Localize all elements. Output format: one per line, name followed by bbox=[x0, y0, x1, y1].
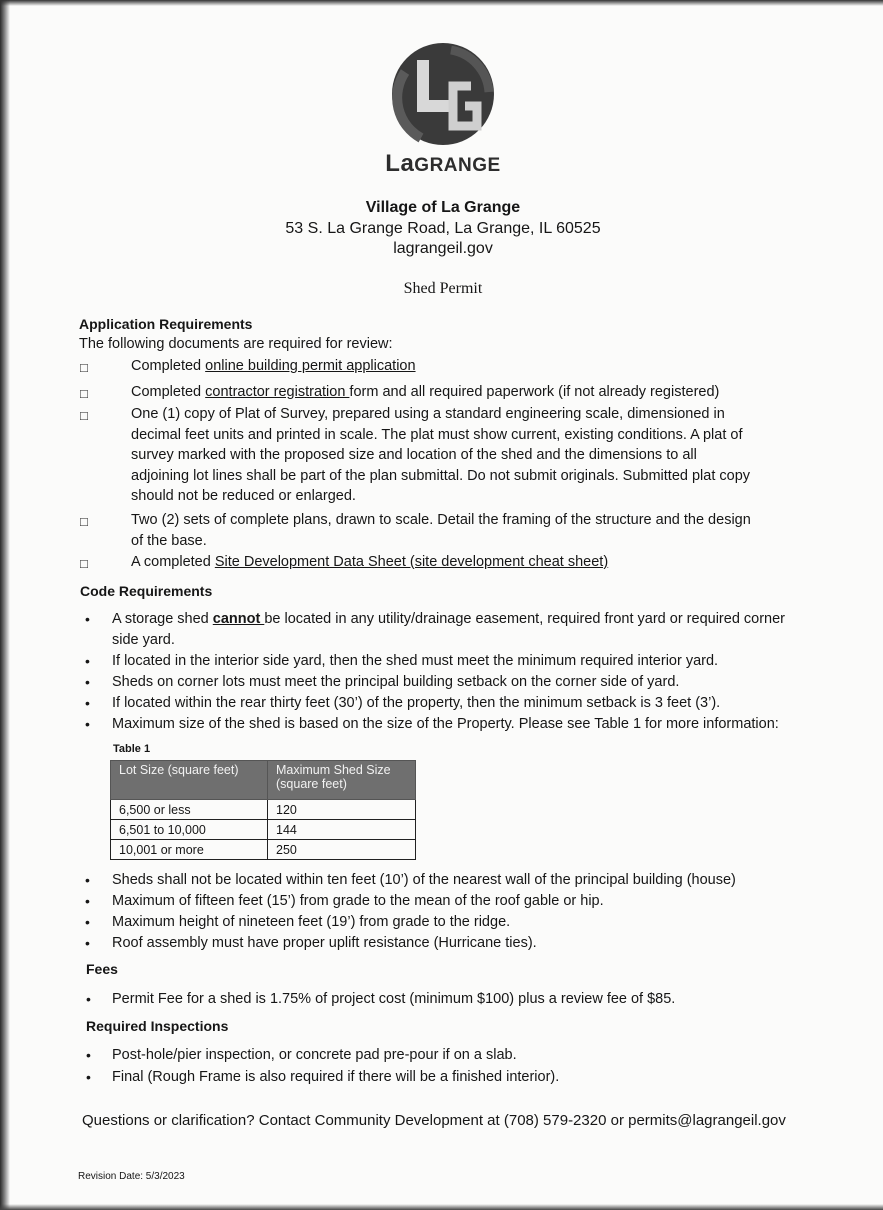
requirement-item: Two (2) sets of complete plans, drawn to scale. Detail the framing of the structure and the design of the base. bbox=[131, 512, 751, 549]
code-item: If located in the interior side yard, then the shed must meet the minimum required interior yard. bbox=[112, 653, 719, 669]
code-heading: Code Requirements bbox=[80, 583, 213, 599]
bullet-icon: • bbox=[85, 914, 90, 930]
scan-edge-left bbox=[0, 0, 10, 1210]
code-item: Maximum of fifteen feet (15’) from grade to the mean of the roof gable or hip. bbox=[112, 893, 604, 909]
table-cell: 10,001 or more bbox=[111, 840, 268, 860]
document-title: Shed Permit bbox=[403, 280, 483, 297]
inspections-heading: Required Inspections bbox=[86, 1018, 229, 1034]
checkbox-icon: □ bbox=[80, 556, 88, 571]
code-item: Sheds shall not be located within ten feet (10’) of the nearest wall of the principal building (house) bbox=[112, 872, 736, 888]
brand-name-second: GRANGE bbox=[414, 155, 501, 176]
table-cell: 120 bbox=[268, 800, 416, 820]
bullet-icon: • bbox=[86, 991, 91, 1007]
table-cell: 250 bbox=[268, 840, 416, 860]
contact-line: Questions or clarification? Contact Community Development at (708) 579-2320 or permits@lagrangeil.gov bbox=[82, 1112, 786, 1129]
bullet-icon: • bbox=[85, 695, 90, 711]
code-item: Maximum height of nineteen feet (19’) from grade to the ridge. bbox=[112, 914, 511, 930]
scan-edge-bottom bbox=[0, 1204, 883, 1210]
inspection-item: Post-hole/pier inspection, or concrete pad pre-pour if on a slab. bbox=[112, 1047, 517, 1063]
requirement-text: A completed bbox=[131, 554, 215, 570]
bullet-icon: • bbox=[86, 1069, 91, 1085]
checkbox-icon: □ bbox=[80, 408, 88, 423]
online-permit-link[interactable]: online building permit application bbox=[205, 358, 416, 374]
revision-date: Revision Date: 5/3/2023 bbox=[78, 1171, 185, 1182]
la-grange-logo-icon bbox=[391, 42, 495, 146]
table-header-row bbox=[111, 761, 416, 800]
requirement-text: form and all required paperwork (if not already registered) bbox=[349, 384, 720, 400]
code-item bbox=[112, 609, 812, 650]
scan-edge-top bbox=[0, 0, 883, 6]
fees-heading: Fees bbox=[86, 961, 118, 977]
bullet-icon: • bbox=[85, 611, 90, 627]
table-cell: 6,500 or less bbox=[111, 800, 268, 820]
village-address: 53 S. La Grange Road, La Grange, IL 60525 bbox=[285, 220, 601, 237]
brand-name-first: La bbox=[385, 150, 415, 177]
checkbox-icon: □ bbox=[80, 514, 88, 529]
emphasis-cannot: cannot bbox=[212, 611, 265, 627]
code-item-text: be located in any utility/drainage easement, required front yard or required corner side yard. bbox=[112, 611, 786, 648]
checkbox-icon: □ bbox=[80, 386, 88, 401]
code-item: Sheds on corner lots must meet the principal building setback on the corner side of yard. bbox=[112, 674, 680, 690]
fee-item: Permit Fee for a shed is 1.75% of project cost (minimum $100) plus a review fee of $85. bbox=[112, 991, 676, 1007]
shed-size-table bbox=[110, 760, 416, 860]
code-item: If located within the rear thirty feet (30’) of the property, then the minimum setback is 3 feet (3’). bbox=[112, 695, 721, 711]
code-item: Maximum size of the shed is based on the size of the Property. Please see Table 1 for more information: bbox=[112, 716, 779, 732]
bullet-icon: • bbox=[86, 1047, 91, 1063]
code-item: Roof assembly must have proper uplift resistance (Hurricane ties). bbox=[112, 935, 537, 951]
brand-wordmark bbox=[300, 150, 586, 178]
requirement-item bbox=[131, 552, 756, 573]
bullet-icon: • bbox=[85, 872, 90, 888]
table-header-cell: Lot Size (square feet) bbox=[111, 761, 268, 800]
bullet-icon: • bbox=[85, 653, 90, 669]
code-item-text: A storage shed bbox=[112, 611, 213, 627]
requirement-item bbox=[131, 356, 756, 377]
bullet-icon: • bbox=[85, 674, 90, 690]
application-heading: Application Requirements bbox=[79, 316, 253, 332]
contractor-registration-link[interactable]: contractor registration bbox=[205, 384, 350, 400]
village-website: lagrangeil.gov bbox=[393, 240, 493, 257]
requirement-text: Completed bbox=[131, 358, 206, 374]
application-intro: The following documents are required for review: bbox=[79, 336, 393, 352]
table-caption: Table 1 bbox=[113, 743, 151, 755]
village-name: Village of La Grange bbox=[365, 199, 521, 216]
bullet-icon: • bbox=[85, 935, 90, 951]
requirement-item bbox=[131, 382, 771, 403]
requirement-text: Completed bbox=[131, 384, 206, 400]
inspection-item: Final (Rough Frame is also required if there will be a finished interior). bbox=[112, 1069, 560, 1085]
table-cell: 6,501 to 10,000 bbox=[111, 820, 268, 840]
checkbox-icon: □ bbox=[80, 360, 88, 375]
bullet-icon: • bbox=[85, 893, 90, 909]
table-row bbox=[111, 820, 416, 840]
table-row bbox=[111, 840, 416, 860]
table-cell: 144 bbox=[268, 820, 416, 840]
table-row bbox=[111, 800, 416, 820]
bullet-icon: • bbox=[85, 716, 90, 732]
table-header-cell: Maximum Shed Size (square feet) bbox=[268, 761, 416, 800]
site-development-sheet-link[interactable]: Site Development Data Sheet (site development cheat sheet) bbox=[214, 554, 609, 570]
requirement-item: One (1) copy of Plat of Survey, prepared using a standard engineering scale, dimensioned in decimal feet units and printed in scale. The plat must show current, existing conditions. A plat of survey marked with the proposed size and location of the shed and the dimensions to all adjoining lot lines shall be part of the plan submittal. Do not submit originals. Submitted plat copy should not be reduced or enlarged. bbox=[131, 406, 751, 504]
